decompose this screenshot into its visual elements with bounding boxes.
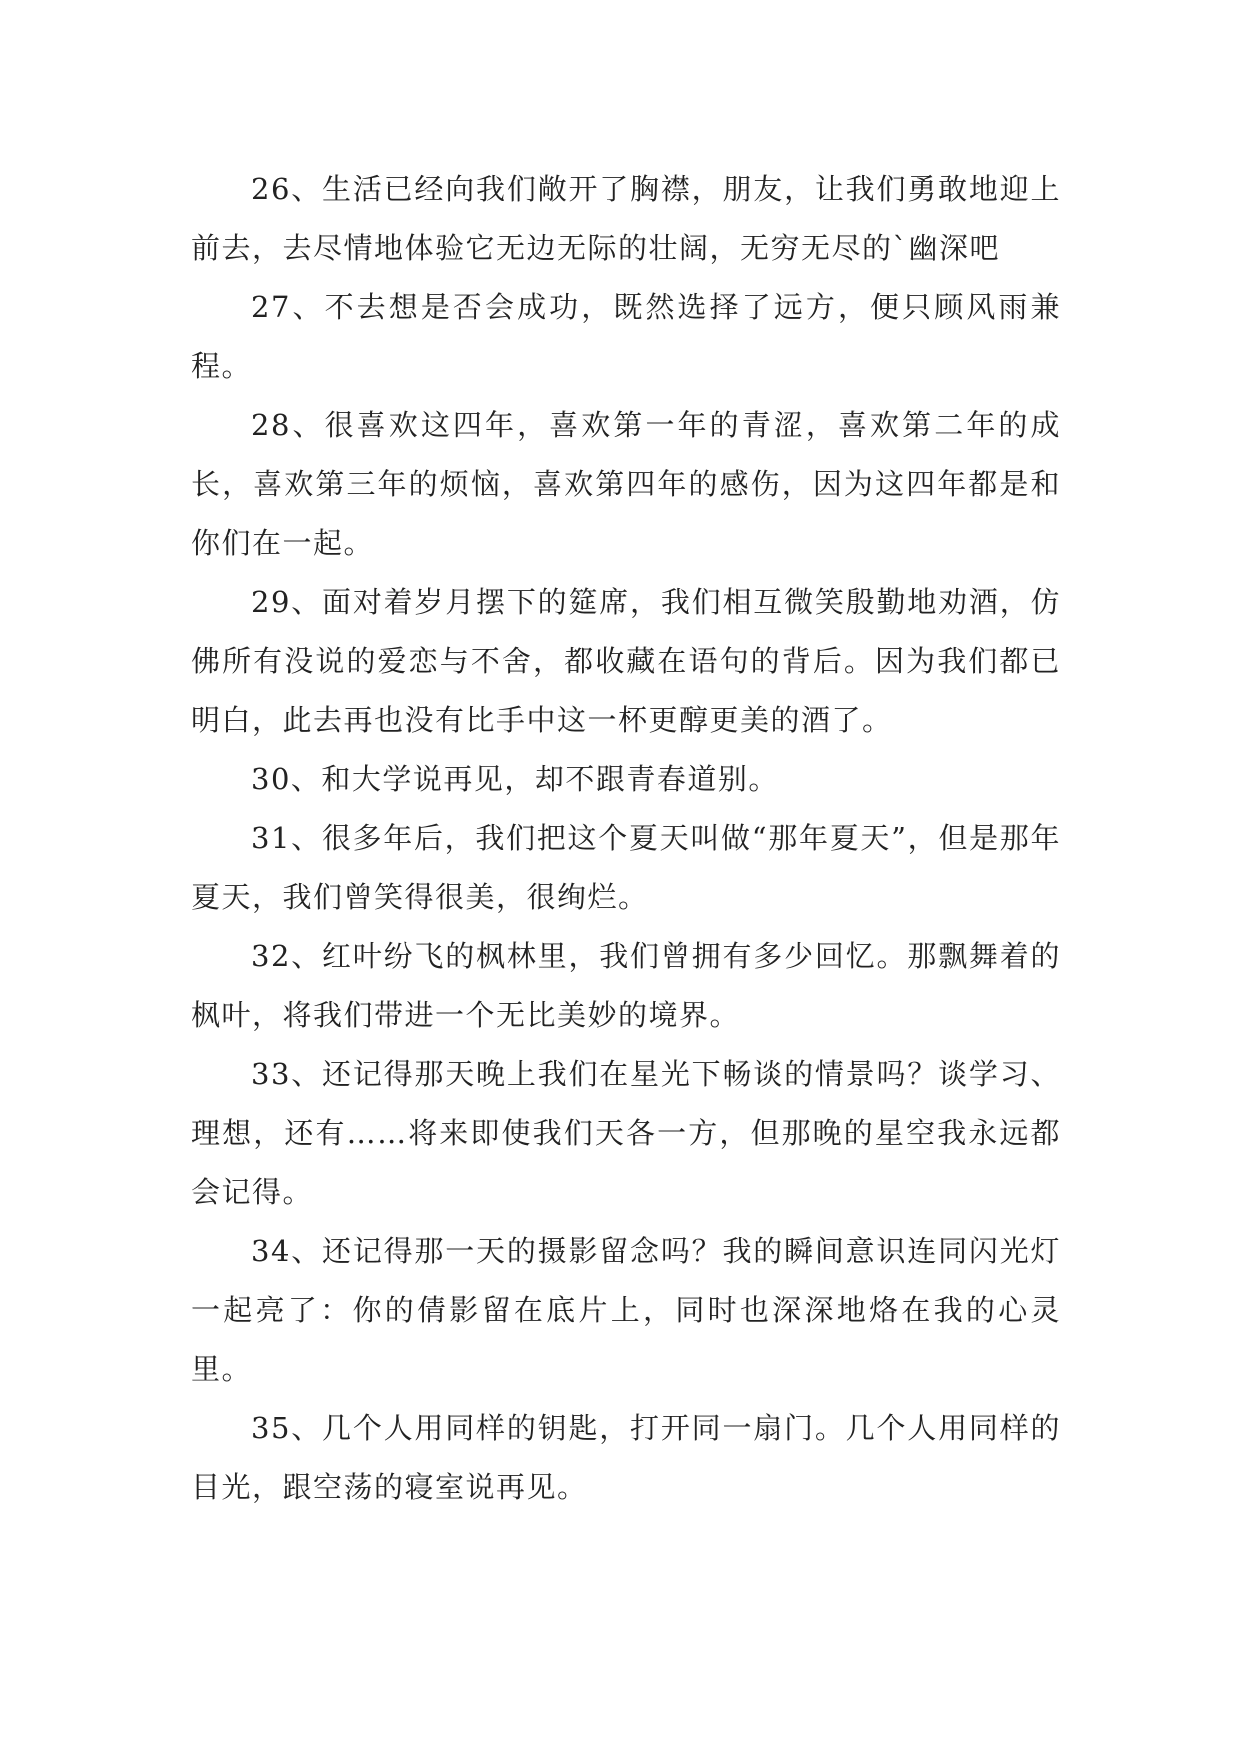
paragraph-30: 30、和大学说再见，却不跟青春道别。 [251, 762, 779, 796]
paragraph-35: 35、几个人用同样的钥匙，打开同一扇门。几个人用同样的目光，跟空荡的寝室说再见。 [191, 1411, 1061, 1504]
paragraph-33: 33、还记得那天晚上我们在星光下畅谈的情景吗？谈学习、理想，还有……将来即使我们天各一方，但那晚的星空我永远都会记得。 [191, 1057, 1061, 1209]
document-body [191, 160, 1061, 1517]
paragraph-26: 26、生活已经向我们敞开了胸襟，朋友，让我们勇敢地迎上前去，去尽情地体验它无边无际的壮阔，无穷无尽的`幽深吧 [191, 172, 1061, 265]
paragraph-34: 34、还记得那一天的摄影留念吗？我的瞬间意识连同闪光灯一起亮了：你的倩影留在底片上，同时也深深地烙在我的心灵里。 [191, 1234, 1061, 1386]
paragraph-28: 28、很喜欢这四年，喜欢第一年的青涩，喜欢第二年的成长，喜欢第三年的烦恼，喜欢第四年的感伤，因为这四年都是和你们在一起。 [191, 408, 1061, 560]
paragraph-32: 32、红叶纷飞的枫林里，我们曾拥有多少回忆。那飘舞着的枫叶，将我们带进一个无比美妙的境界。 [191, 939, 1061, 1032]
paragraph-27: 27、不去想是否会成功，既然选择了远方，便只顾风雨兼程。 [191, 290, 1061, 383]
paragraph-29: 29、面对着岁月摆下的筵席，我们相互微笑殷勤地劝酒，仿佛所有没说的爱恋与不舍，都收藏在语句的背后。因为我们都已明白，此去再也没有比手中这一杯更醇更美的酒了。 [191, 585, 1061, 737]
paragraph-31: 31、很多年后，我们把这个夏天叫做“那年夏天”，但是那年夏天，我们曾笑得很美，很绚烂。 [191, 821, 1061, 914]
